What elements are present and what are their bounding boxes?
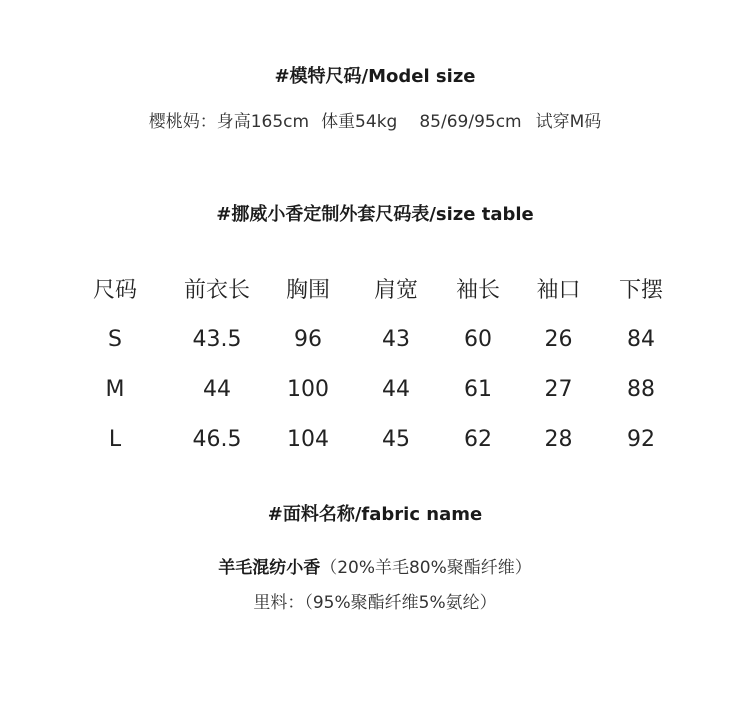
table-cell: 61 bbox=[464, 376, 492, 402]
table-cell: 28 bbox=[544, 426, 573, 452]
table-cell: 46.5 bbox=[192, 426, 242, 452]
table-row bbox=[75, 414, 666, 464]
lining-line: 里料：（95%聚酯纤维5%氨纶） bbox=[253, 593, 497, 613]
column-header-front-length: 前衣长 bbox=[183, 277, 250, 303]
column-header-sleeve-length: 袖长 bbox=[455, 277, 500, 303]
model-info-line bbox=[0, 107, 750, 132]
column-header-size: 尺码 bbox=[92, 277, 137, 303]
fabric-line bbox=[0, 553, 750, 578]
fabric-detail: （20%羊毛80%聚酯纤维） bbox=[320, 558, 532, 578]
table-cell: 43 bbox=[382, 326, 410, 352]
table-cell: M bbox=[105, 376, 125, 402]
table-cell: 88 bbox=[627, 376, 655, 402]
table-cell: 27 bbox=[544, 376, 573, 402]
table-cell: 100 bbox=[287, 376, 329, 402]
table-cell: 44 bbox=[382, 376, 410, 402]
size-table bbox=[75, 262, 666, 464]
column-header-bust: 胸围 bbox=[285, 277, 330, 303]
model-name-height: 樱桃妈：身高165cm bbox=[148, 112, 310, 132]
table-cell: S bbox=[108, 326, 122, 352]
table-cell: 26 bbox=[544, 326, 573, 352]
model-size-heading: #模特尺码/Model size bbox=[274, 66, 476, 87]
table-cell: 44 bbox=[203, 376, 231, 402]
table-cell: 92 bbox=[627, 426, 655, 452]
column-header-hem: 下摆 bbox=[618, 277, 663, 303]
table-row bbox=[75, 314, 666, 364]
model-size-tried: 试穿M码 bbox=[535, 112, 602, 132]
table-cell: 45 bbox=[382, 426, 410, 452]
table-cell: 43.5 bbox=[192, 326, 242, 352]
table-row bbox=[75, 364, 666, 414]
fabric-heading: #面料名称/fabric name bbox=[267, 504, 483, 525]
table-cell: 60 bbox=[464, 326, 492, 352]
size-table-header-row bbox=[75, 262, 666, 314]
column-header-shoulder: 肩宽 bbox=[373, 277, 418, 303]
column-header-cuff: 袖口 bbox=[536, 277, 581, 303]
table-cell: 62 bbox=[464, 426, 492, 452]
fabric-name: 羊毛混纺小香 bbox=[218, 558, 321, 578]
table-cell: 84 bbox=[627, 326, 655, 352]
table-cell: L bbox=[108, 426, 122, 452]
table-cell: 96 bbox=[294, 326, 322, 352]
model-weight: 体重54kg bbox=[321, 112, 398, 132]
model-measurements: 85/69/95cm bbox=[419, 112, 522, 132]
table-cell: 104 bbox=[287, 426, 329, 452]
size-table-heading: #挪威小香定制外套尺码表/size table bbox=[216, 204, 534, 225]
